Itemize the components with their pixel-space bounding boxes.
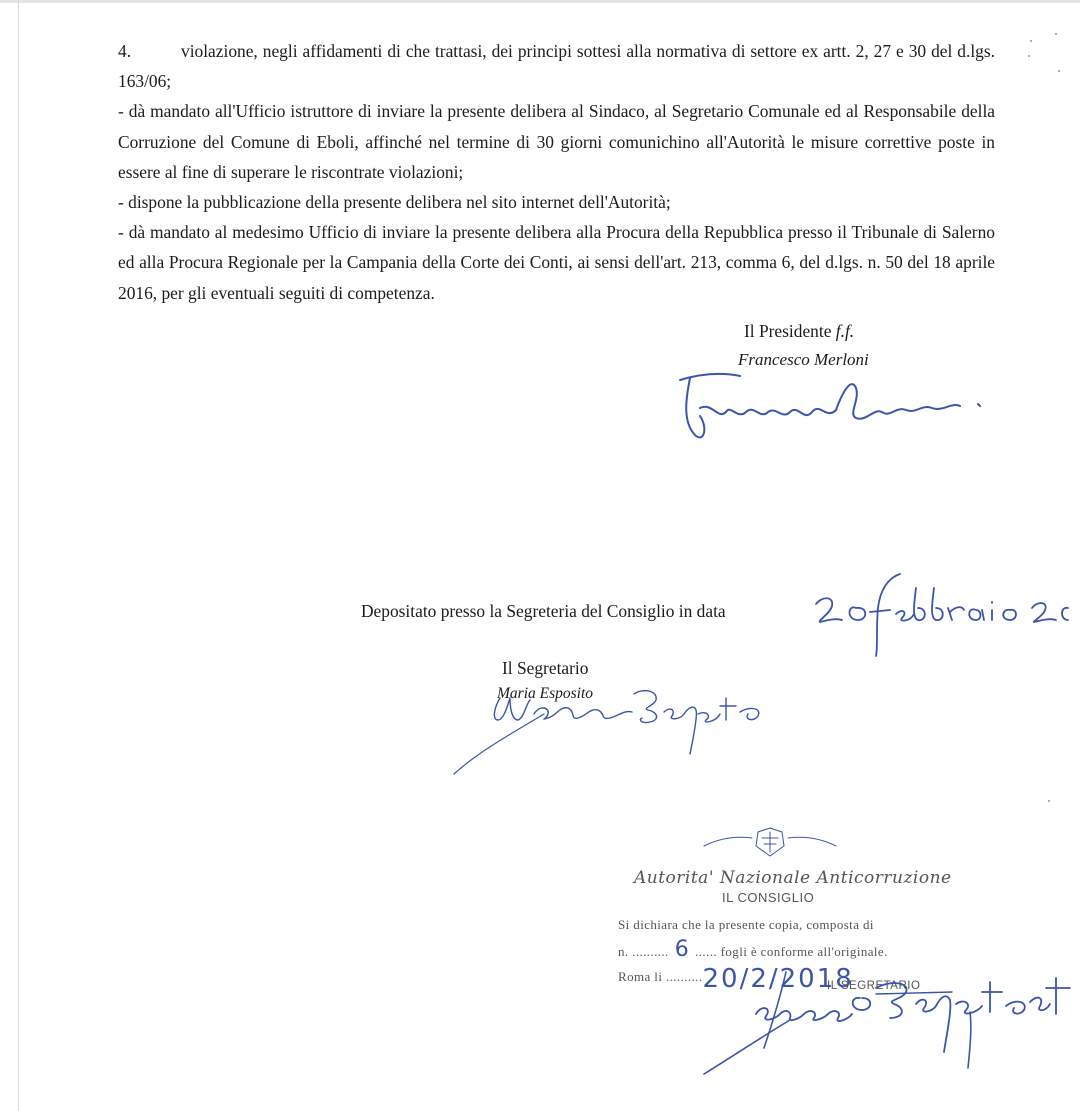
stamp-rome-prefix: Roma li .......... <box>618 969 703 984</box>
president-name: Francesco Merloni <box>738 350 869 369</box>
president-role <box>744 321 854 342</box>
republic-emblem-icon <box>700 826 840 860</box>
secretary-name: Maria Esposito <box>497 685 594 702</box>
president-role-label: Il Presidente <box>744 321 832 341</box>
page-top-edge <box>0 0 1080 3</box>
scan-speck <box>1028 55 1030 57</box>
mandate-office-paragraph: - dà mandato all'Ufficio istruttore di inviare la presente delibera al Sindaco, al Segretario Comunale ed al Responsabile della Corruzione del Comune di Eboli, affinché nel termine di 30 giorni comunichino all'Autorità le misure correttive poste in essere al fine di superare le riscontrate violazioni; <box>118 101 995 182</box>
president-role-suffix: f.f. <box>835 321 855 341</box>
scan-speck <box>1030 40 1032 42</box>
stamp-pages-prefix: n. .......... <box>618 944 669 959</box>
secretary-role: Il Segretario <box>502 658 589 678</box>
president-signature-icon <box>660 368 1000 458</box>
deliberation-text <box>118 36 995 308</box>
publication-paragraph: - dispone la pubblicazione della presente delibera nel sito internet dell'Autorità; <box>118 192 671 213</box>
stamp-date-handwritten: 20/2/2018 <box>702 964 854 994</box>
scan-left-edge <box>18 0 19 1111</box>
item-4-number: 4. <box>118 41 132 61</box>
deposit-statement: Depositato presso la Segreteria del Consiglio in data <box>361 601 726 621</box>
stamp-secretary-signature-icon <box>690 958 1075 1078</box>
stamp-pages-handwritten: 6 <box>674 937 690 962</box>
stamp-authority: Autorita' Nazionale Anticorruzione <box>634 868 952 888</box>
stamp-declaration-line-1: Si dichiara che la presente copia, composta di <box>618 917 874 932</box>
stamp-pages-suffix: ...... fogli è conforme all'originale. <box>695 944 888 959</box>
item-4-text: violazione, negli affidamenti di che trattasi, dei principi sottesi alla normativa di settore ex artt. 2, 27 e 30 del d.lgs. 163/06; <box>118 41 995 92</box>
scan-speck <box>1055 33 1057 35</box>
item-4 <box>118 36 995 96</box>
stamp-secretary-label: IL SEGRETARIO <box>827 980 921 992</box>
scan-speck <box>1048 800 1050 802</box>
scan-speck <box>1058 70 1060 72</box>
deposit-date-handwriting-icon <box>806 568 1074 660</box>
stamp-council: IL CONSIGLIO <box>722 890 815 905</box>
secretary-signature-icon <box>444 674 804 784</box>
mandate-prosecutor-paragraph: - dà mandato al medesimo Ufficio di inviare la presente delibera alla Procura della Repubblica presso il Tribunale di Salerno ed alla Procura Regionale per la Campania della Corte dei Conti, ai sensi dell'art. 213, comma 6, del d.lgs. n. 50 del 18 aprile 2016, per gli eventuali seguiti di competenza. <box>118 222 995 303</box>
